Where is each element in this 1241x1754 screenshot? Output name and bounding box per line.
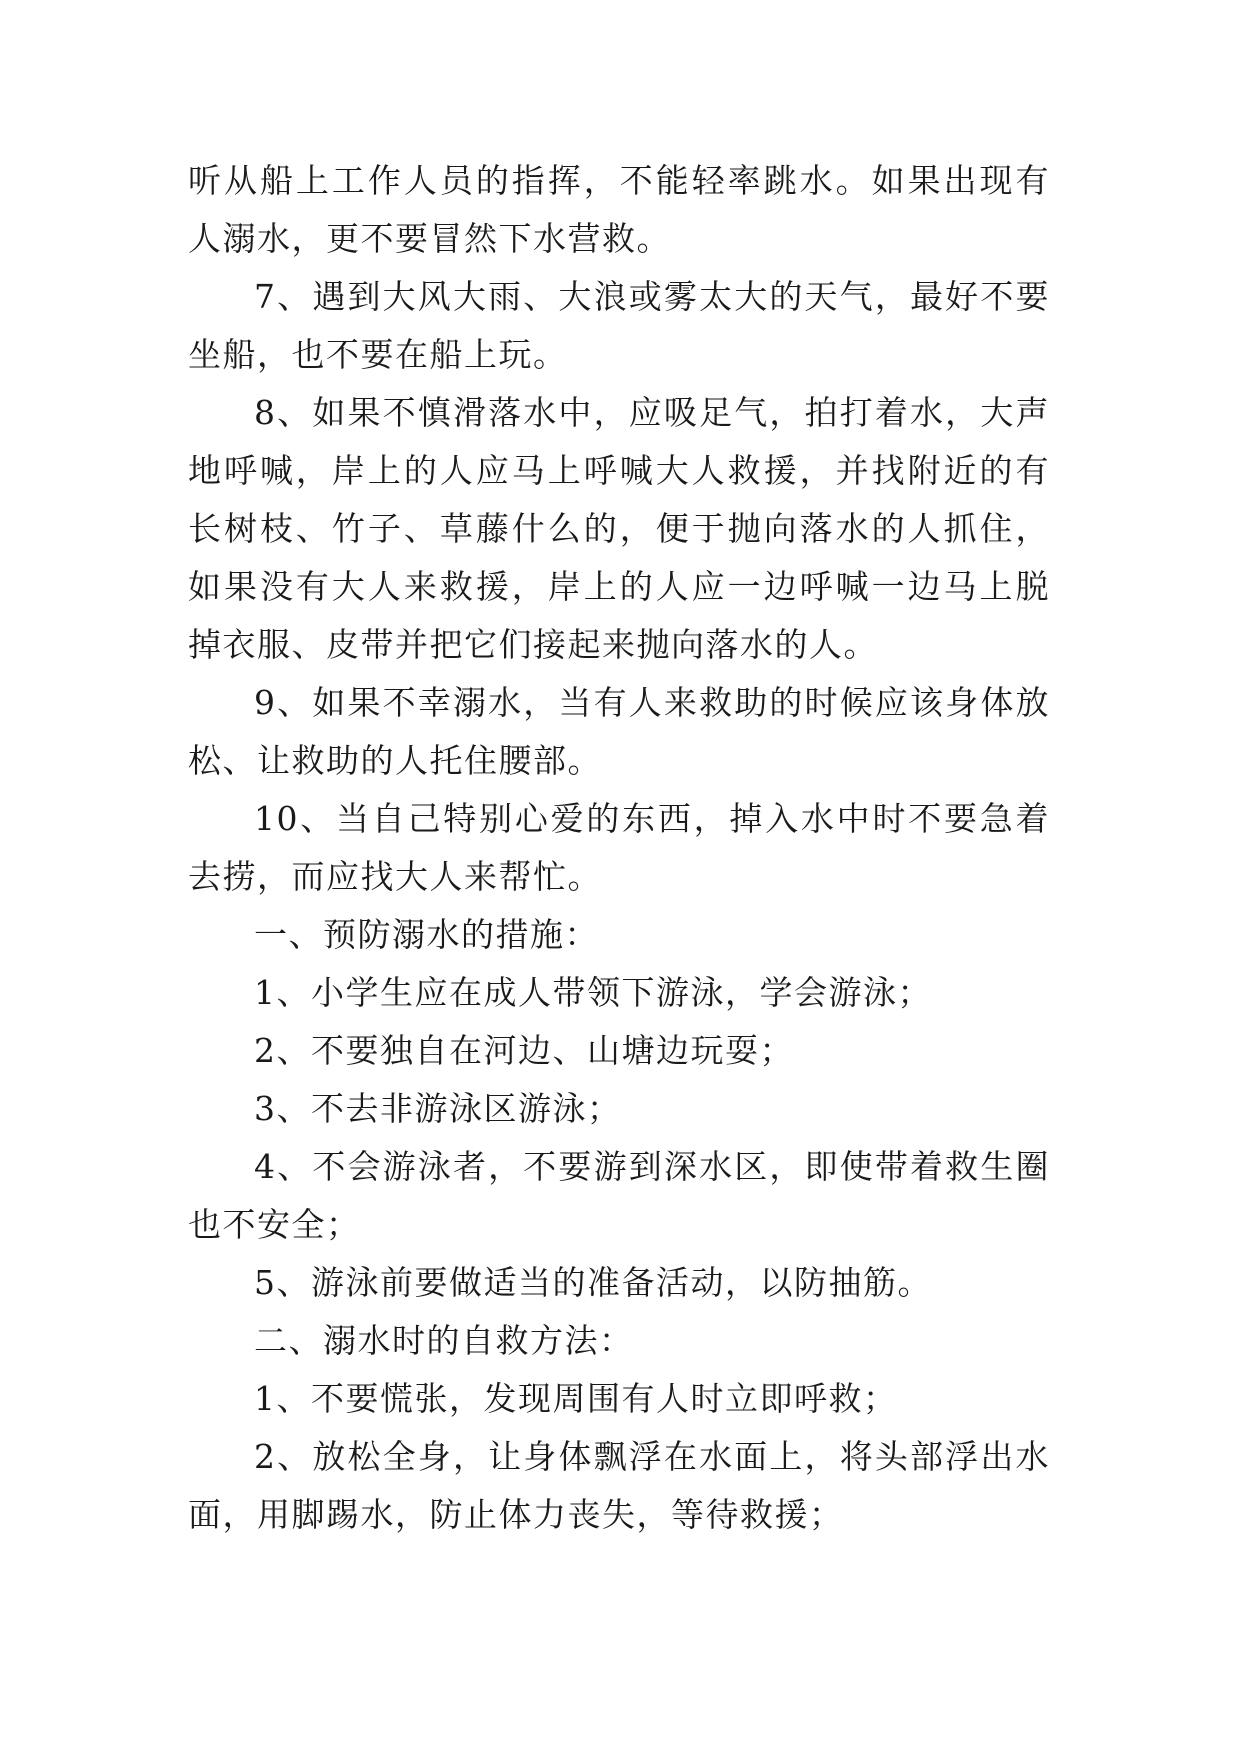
prevention-item-3: 3、不去非游泳区游泳；	[254, 1089, 622, 1128]
section-heading-self-rescue: 二、溺水时的自救方法：	[254, 1321, 634, 1360]
prevention-item-1: 1、小学生应在成人带领下游泳，学会游泳；	[254, 973, 932, 1012]
prevention-item-4: 4、不会游泳者，不要游到深水区，即使带着救生圈也不安全；	[188, 1147, 1050, 1244]
self-rescue-item-2: 2、放松全身，让身体飘浮在水面上，将头部浮出水面，用脚踢水，防止体力丧失，等待救援；	[188, 1437, 1050, 1534]
paragraph-item-9: 9、如果不幸溺水，当有人来救助的时候应该身体放松、让救助的人托住腰部。	[188, 683, 1050, 780]
document-body	[188, 152, 1050, 1544]
paragraph-continuation: 听从船上工作人员的指挥，不能轻率跳水。如果出现有人溺水，更不要冒然下水营救。	[188, 161, 1050, 258]
self-rescue-item-1: 1、不要慌张，发现周围有人时立即呼救；	[254, 1379, 898, 1418]
section-heading-prevention: 一、预防溺水的措施：	[254, 915, 599, 954]
paragraph-item-8: 8、如果不慎滑落水中，应吸足气，拍打着水，大声地呼喊，岸上的人应马上呼喊大人救援，并找附近的有长树枝、竹子、草藤什么的，便于抛向落水的人抓住，如果没有大人来救援，岸上的人应一边呼喊一边马上脱掉衣服、皮带并把它们接起来抛向落水的人。	[188, 393, 1050, 664]
prevention-item-5: 5、游泳前要做适当的准备活动，以防抽筋。	[254, 1263, 932, 1302]
prevention-item-2: 2、不要独自在河边、山塘边玩耍；	[254, 1031, 794, 1070]
paragraph-item-10: 10、当自己特别心爱的东西，掉入水中时不要急着去捞，而应找大人来帮忙。	[188, 799, 1050, 896]
paragraph-item-7: 7、遇到大风大雨、大浪或雾太大的天气，最好不要坐船，也不要在船上玩。	[188, 277, 1050, 374]
